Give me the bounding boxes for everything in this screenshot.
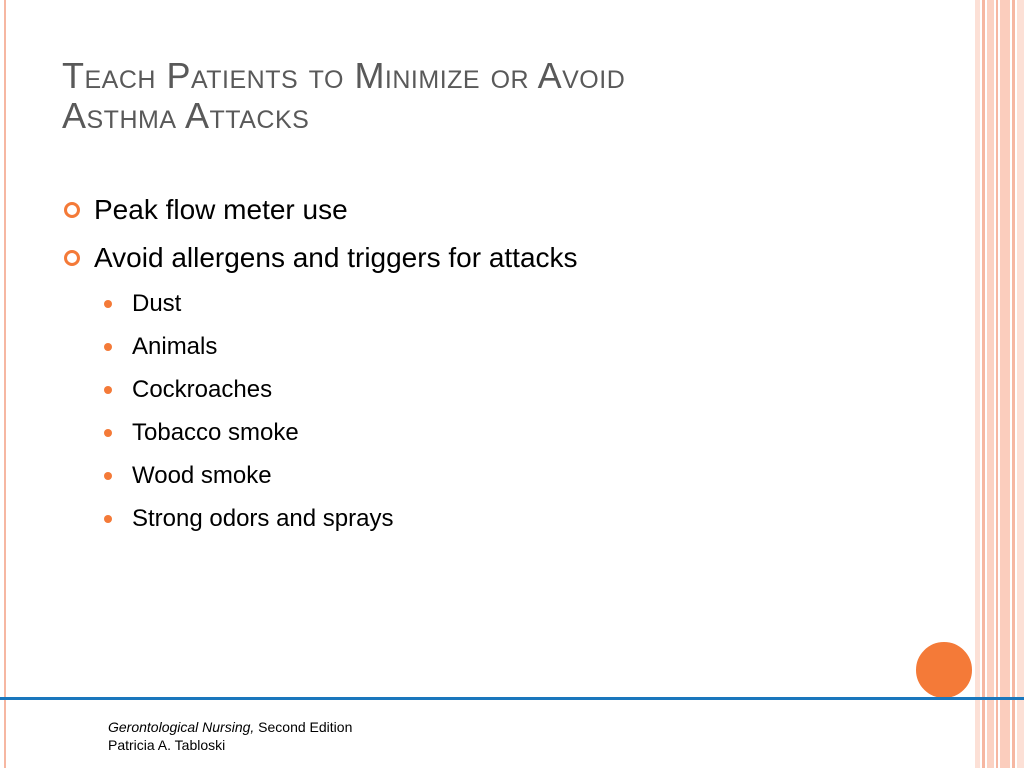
footer-book-title: Gerontological Nursing,: [108, 719, 255, 735]
bullet-item: [62, 186, 942, 234]
dot-bullet-icon: [104, 343, 112, 351]
sub-bullet-item: [62, 368, 942, 411]
decor-stripe: [1017, 0, 1024, 768]
dot-bullet-icon: [104, 429, 112, 437]
footer-divider: [0, 697, 1024, 700]
sub-bullet-text: Wood smoke: [132, 461, 272, 489]
dot-bullet-icon: [104, 472, 112, 480]
sub-bullet-item: [62, 411, 942, 454]
decor-stripe: [975, 0, 980, 768]
sub-bullet-text: Tobacco smoke: [132, 418, 299, 446]
bullet-text: Peak flow meter use: [94, 194, 348, 225]
sub-bullet-text: Dust: [132, 289, 182, 317]
dot-bullet-icon: [104, 386, 112, 394]
ring-bullet-icon: [64, 250, 80, 266]
sub-bullet-item: [62, 282, 942, 325]
bullet-item: [62, 234, 942, 282]
sub-bullet-text: Cockroaches: [132, 375, 273, 403]
sub-bullet-text: Strong odors and sprays: [132, 504, 394, 532]
slide-content: [62, 186, 942, 540]
footer-book-line: [108, 718, 352, 736]
bullet-text: Avoid allergens and triggers for attacks: [94, 242, 578, 273]
title-line-2: Asthma Attacks: [62, 95, 310, 136]
slide-title: [62, 56, 942, 136]
sub-bullet-item: [62, 325, 942, 368]
dot-bullet-icon: [104, 515, 112, 523]
sub-bullet-text: Animals: [132, 332, 218, 360]
orange-circle-accent: [913, 639, 975, 701]
sub-bullet-item: [62, 497, 942, 540]
decor-stripe: [982, 0, 985, 768]
sub-bullet-item: [62, 454, 942, 497]
decor-stripe: [996, 0, 998, 768]
dot-bullet-icon: [104, 300, 112, 308]
slide-footer: [108, 718, 352, 754]
ring-bullet-icon: [64, 202, 80, 218]
footer-edition: Second Edition: [254, 719, 353, 735]
left-frame-edge: [0, 0, 6, 768]
footer-author: Patricia A. Tabloski: [108, 737, 226, 753]
title-line-1: Teach Patients to Minimize or Avoid: [62, 55, 626, 96]
decor-stripe: [987, 0, 994, 768]
decor-stripe: [1012, 0, 1015, 768]
decor-stripe: [1000, 0, 1010, 768]
